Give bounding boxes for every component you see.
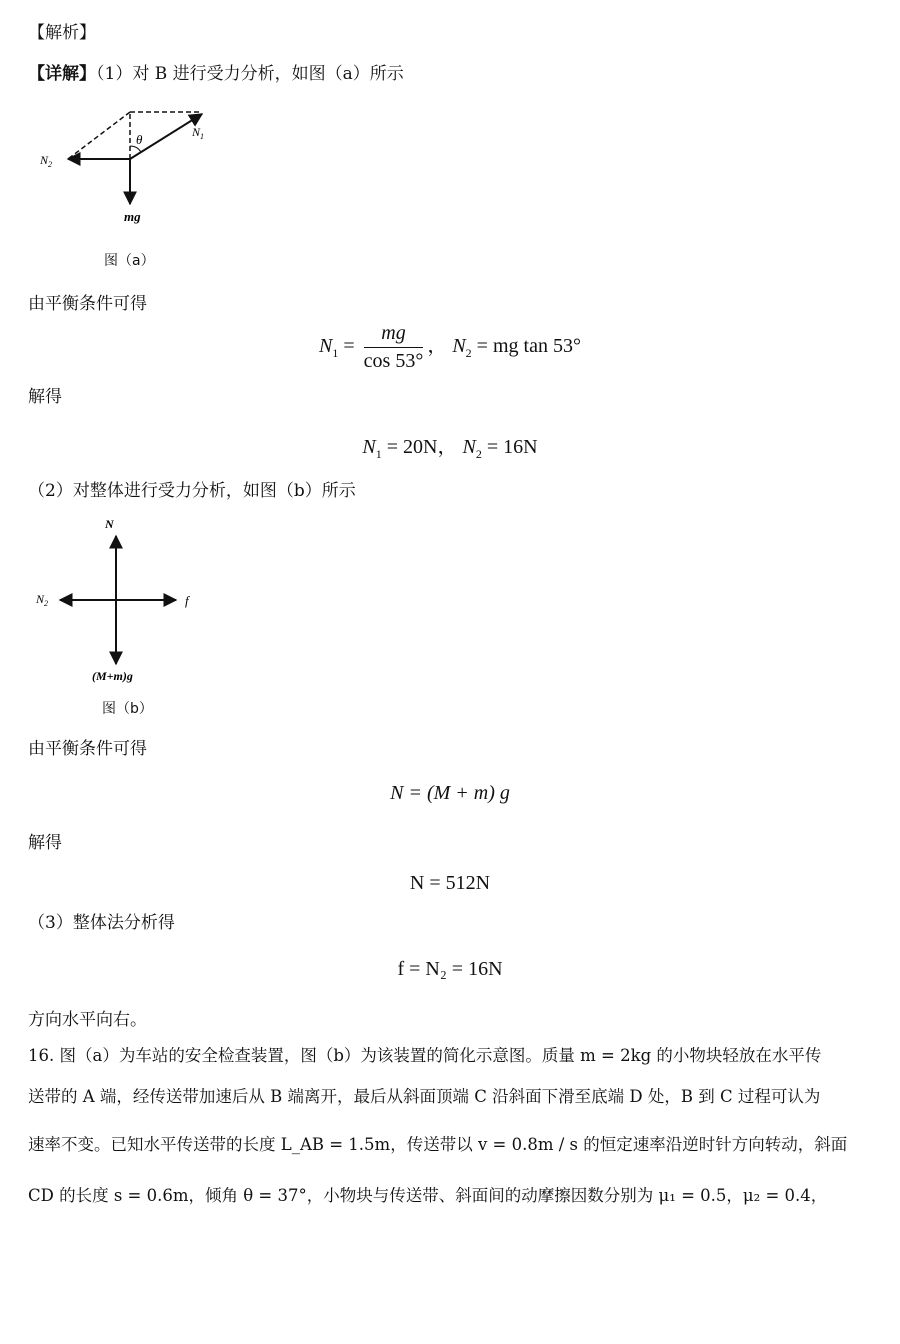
figure-a-caption: 图（a） <box>104 253 155 269</box>
figure-a-diagram <box>30 100 230 235</box>
label-n2: $N_2$ <box>40 153 53 169</box>
label-n: N <box>105 517 114 531</box>
figure-b-caption: 图（b） <box>102 701 153 717</box>
label-f: f <box>185 593 189 608</box>
dashed-left <box>68 112 130 159</box>
label-n1: $N_1$ <box>192 125 205 141</box>
problem16-line3: 速率不变。已知水平传送带的长度 L_AB = 1.5m，传送带以 v = 0.8m / s 的恒定速率沿逆时针方向转动，斜面 <box>28 1135 848 1154</box>
equation-5: f = N₂ = 16N <box>397 958 503 980</box>
label-n2-b: $N_2$ <box>36 592 49 608</box>
problem16-line4: CD 的长度 s = 0.6m，倾角 θ = 37°，小物块与传送带、斜面间的动摩擦因数分别为 μ₁ = 0.5，μ₂ = 0.4， <box>28 1186 828 1205</box>
problem16-line1: 16. 图（a）为车站的安全检查装置，图（b）为该装置的简化示意图。质量 m = 2kg 的小物块轻放在水平传 <box>28 1046 822 1065</box>
equation-3: N = (M + m) g <box>390 782 510 804</box>
label-weight: (M+m)g <box>92 669 133 683</box>
part1-intro-text: （1）对 B 进行受力分析，如图（a）所示 <box>96 64 404 84</box>
direction-text: 方向水平向右。 <box>28 1010 147 1030</box>
label-mg: mg <box>124 209 141 224</box>
part3-intro: （3）整体法分析得 <box>28 913 175 933</box>
problem16-line2: 送带的 A 端，经传送带加速后从 B 端离开，最后从斜面顶端 C 沿斜面下滑至底端 D 处，B 到 C 过程可认为 <box>28 1087 821 1106</box>
balance-text-1: 由平衡条件可得 <box>28 294 147 314</box>
figure-b-diagram <box>30 512 210 687</box>
solve-text-2: 解得 <box>28 833 62 853</box>
equation-4: N = 512N <box>409 872 491 894</box>
theta-label: θ <box>136 132 143 147</box>
section-label: 【解析】 <box>28 23 96 43</box>
part2-intro: （2）对整体进行受力分析，如图（b）所示 <box>28 481 356 501</box>
balance-text-2: 由平衡条件可得 <box>28 739 147 759</box>
part1-intro <box>28 63 404 85</box>
solve-text-1: 解得 <box>28 387 62 407</box>
equation-1: $N_1$ = $\frac{mg}{\cos 53^\circ}$ ， $N_2$ = mg tan 53° <box>319 322 581 372</box>
fraction: $\frac{mg}{\cos 53^\circ}$ <box>363 322 424 372</box>
detail-label: 【详解】 <box>28 64 96 84</box>
equation-2: $N_1 = 20N$， $N_2 = 16N$ <box>362 436 538 461</box>
